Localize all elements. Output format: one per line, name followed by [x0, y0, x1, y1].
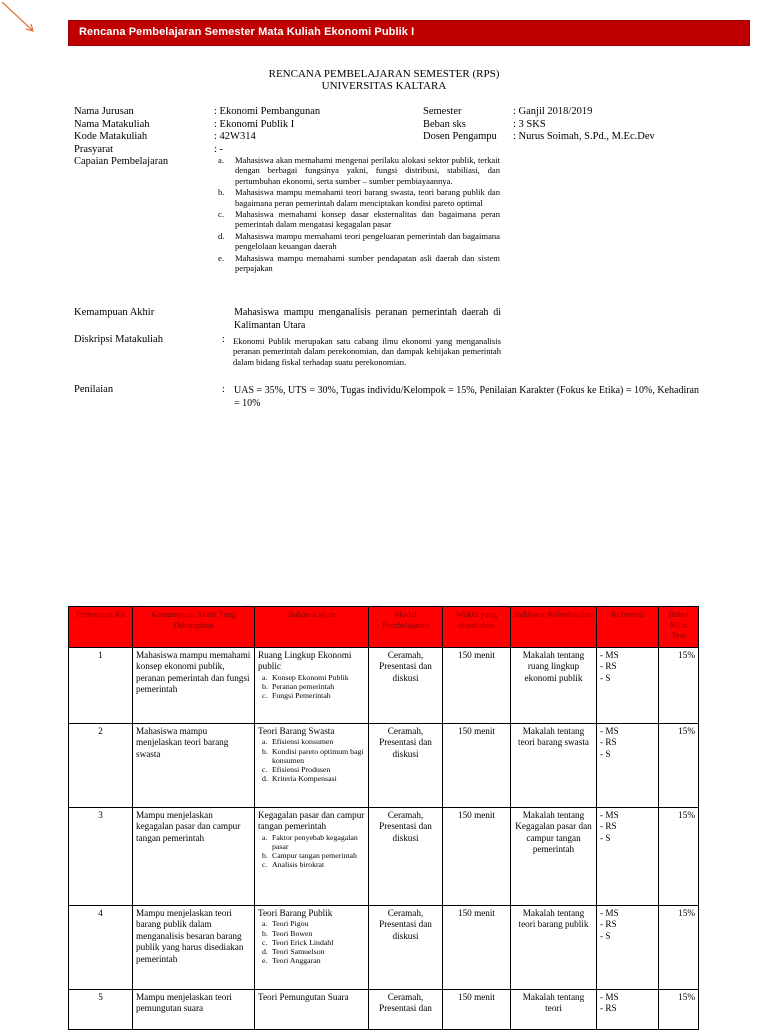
deskripsi-colon: :: [222, 334, 225, 345]
cell-indikator: Makalah tentang teori: [511, 990, 597, 1030]
item-marker: b.: [262, 682, 268, 692]
item-text: Teori Erick Lindahl: [272, 937, 334, 947]
label-kemampuan-akhir: Kemampuan Akhir: [74, 307, 155, 318]
capaian-item: [218, 231, 500, 252]
value-dosen-pengampu: : Nurus Soimah, S.Pd., M.Ec.Dev: [513, 131, 655, 142]
ref-item: - RS: [600, 919, 617, 930]
ref-item: - S: [600, 748, 611, 759]
kajian-item: [258, 673, 365, 682]
item-text: Konsep Ekonomi Publik: [272, 672, 349, 682]
value-nama-matakuliah: : Ekonomi Publik I: [214, 118, 295, 130]
label-semester: Semester: [423, 106, 462, 117]
item-marker: e.: [262, 956, 268, 966]
item-text: Campur tangan pemerintah: [272, 851, 357, 861]
value-beban-sks: : 3 SKS: [513, 118, 546, 130]
value-semester: : Ganjil 2018/2019: [513, 106, 593, 117]
item-marker: e.: [218, 252, 224, 263]
kajian-list: [258, 673, 365, 701]
ref-item: - MS: [600, 810, 619, 820]
cell-waktu: 150 menit: [443, 648, 511, 724]
kajian-item: [258, 947, 365, 956]
item-marker: b.: [262, 746, 268, 756]
kajian-item: [258, 938, 365, 947]
penilaian-colon: :: [222, 384, 225, 395]
cell-model: Ceramah, Presentasi dan diskusi: [369, 724, 443, 808]
item-marker: d.: [218, 230, 225, 241]
ref-item: - S: [600, 930, 611, 941]
ref-item: - MS: [600, 650, 619, 660]
item-marker: a.: [262, 919, 268, 929]
value-prasyarat: : -: [214, 143, 224, 155]
item-text: Mahasiswa mampu memahami teori pengeluaran pemerintah dan bagaimana pengelolaan keuangan daerah: [235, 230, 500, 252]
cell-referensi: [597, 808, 659, 906]
table-row: [69, 808, 699, 906]
header-bahan-kajian: Bahan Kajian: [255, 607, 369, 648]
cell-bobot: 15%: [659, 808, 699, 906]
cell-referensi: [597, 724, 659, 808]
cell-kemampuan: Mampu menjelaskan teori pemungutan suara: [133, 990, 255, 1030]
capaian-item: [218, 155, 500, 186]
table-row: [69, 648, 699, 724]
cell-kemampuan: Mahasiswa mampu memahami konsep ekonomi publik, peranan pemerintah dan fungsi pemerintah: [133, 648, 255, 724]
header-referensi: Referensi: [597, 607, 659, 648]
cell-waktu: 150 menit: [443, 906, 511, 990]
item-marker: c.: [262, 860, 268, 870]
header-bobot: Bobot Nilai Test: [659, 607, 699, 648]
ref-item: - RS: [600, 661, 617, 672]
ref-item: - RS: [600, 1003, 617, 1014]
item-text: Kondisi pareto optimum bagi konsumen: [272, 746, 364, 765]
cell-bahan-kajian: [255, 906, 369, 990]
deskripsi-text: Ekonomi Publik merupakan satu cabang ilmu ekonomi yang menganalisis peranan pemerintah dalam perekonomian, dan dampak kebijakan pemerintah dalam bidang fiskal terhadap suatu perekonomian.: [233, 336, 501, 367]
ref-item: - RS: [600, 737, 617, 748]
document-title: RENCANA PEMBELAJARAN SEMESTER (RPS): [268, 68, 500, 80]
item-text: Teori Samuelson: [272, 947, 325, 957]
kajian-title: Kegagalan pasar dan campur tangan pemerintah: [258, 810, 365, 832]
document-subtitle: UNIVERSITAS KALTARA: [321, 80, 447, 92]
item-marker: d.: [262, 774, 268, 784]
header-pertemuan: Pertemuan Ke: [69, 607, 133, 648]
kajian-list: [258, 833, 365, 870]
item-marker: c.: [218, 209, 224, 220]
kajian-item: [258, 774, 365, 783]
header-indikator: Indikator Keberhasilan: [511, 607, 597, 648]
cell-pertemuan: 3: [69, 808, 133, 906]
item-marker: a.: [262, 737, 268, 747]
kajian-item: [258, 737, 365, 746]
kemampuan-akhir-text: Mahasiswa mampu menganalisis peranan pemerintah daerah di Kalimantan Utara: [234, 307, 501, 331]
cell-waktu: 150 menit: [443, 990, 511, 1030]
cell-bahan-kajian: [255, 648, 369, 724]
cell-pertemuan: 4: [69, 906, 133, 990]
kajian-item: [258, 956, 365, 965]
cell-pertemuan: 1: [69, 648, 133, 724]
ref-item: - S: [600, 672, 611, 683]
ref-item: - RS: [600, 821, 617, 832]
item-text: Mahasiswa memahami konsep dasar eksternalitas dan bagaimana peran pemerintah dalam mengatasi kegagalan pasar: [235, 209, 500, 230]
label-capaian-pembelajaran: Capaian Pembelajaran: [74, 156, 169, 167]
header-kemampuan-akhir: Kemampuan Akhir Yang Diharapkan: [133, 607, 255, 648]
cell-indikator: Makalah tentang ruang lingkup ekonomi publik: [511, 648, 597, 724]
cell-kemampuan: Mampu menjelaskan teori barang publik dalam menganalisis besaran barang publik yang harus disediakan pemerintah: [133, 906, 255, 990]
label-beban-sks: Beban sks: [423, 118, 466, 130]
item-text: Peranan pemerintah: [272, 682, 335, 692]
cell-bahan-kajian: [255, 808, 369, 906]
item-marker: b.: [262, 928, 268, 938]
kajian-item: [258, 860, 365, 869]
item-text: Teori Anggaran: [272, 956, 321, 966]
kajian-title: Ruang Lingkup Ekonomi public: [258, 650, 352, 672]
value-kode-matakuliah: : 42W314: [214, 131, 256, 142]
cell-pertemuan: 2: [69, 724, 133, 808]
ref-item: - MS: [600, 908, 619, 918]
kajian-item: [258, 929, 365, 938]
kajian-item: [258, 919, 365, 928]
item-marker: b.: [262, 851, 268, 861]
cell-bobot: 15%: [659, 648, 699, 724]
label-dosen-pengampu: Dosen Pengampu: [423, 131, 497, 142]
penilaian-text: UAS = 35%, UTS = 30%, Tugas individu/Kelompok = 15%, Penilaian Karakter (Fokus ke Etika) = 10%, Kehadiran = 10%: [234, 385, 699, 409]
item-text: Teori Bowen: [272, 928, 313, 938]
cell-referensi: [597, 648, 659, 724]
kajian-item: [258, 765, 365, 774]
header-banner: [68, 20, 750, 46]
kajian-list: [258, 737, 365, 783]
cell-waktu: 150 menit: [443, 808, 511, 906]
cell-kemampuan: Mampu menjelaskan kegagalan pasar dan campur tangan pemerintah: [133, 808, 255, 906]
item-marker: c.: [262, 937, 268, 947]
item-text: Mahasiswa akan memahami mengenai perilaku alokasi sektor publik, terkait dengan berbagai fungsinya yakni, fungsi distribusi, stabiliasi, dan pertumbuhan ekonomi, serta sumber – sumber pembiayaannya.: [235, 155, 500, 186]
capaian-item: [218, 209, 500, 230]
cell-indikator: Makalah tentang teori barang publik: [511, 906, 597, 990]
item-marker: c.: [262, 765, 268, 775]
cell-referensi: [597, 906, 659, 990]
cell-model: Ceramah, Presentasi dan diskusi: [369, 808, 443, 906]
kajian-item: [258, 691, 365, 700]
item-text: Faktor penyebab kegagalan pasar: [272, 832, 358, 852]
capaian-item: [218, 253, 500, 274]
cell-model: Ceramah, Presentasi dan: [369, 990, 443, 1030]
banner-title: Rencana Pembelajaran Semester Mata Kuliah Ekonomi Publik I: [79, 26, 415, 38]
item-marker: b.: [218, 187, 225, 198]
cell-bobot: 15%: [659, 906, 699, 990]
capaian-item: [218, 187, 500, 208]
ref-item: - MS: [600, 726, 619, 736]
cell-indikator: Makalah tentang Kegagalan pasar dan campur tangan pemerintah: [511, 808, 597, 906]
header-model-pembelajaran: Model Pembelajaran: [369, 607, 443, 648]
rps-table: [68, 606, 699, 1030]
item-text: Analisis birokrat: [272, 860, 325, 870]
cell-bobot: 15%: [659, 724, 699, 808]
cell-bobot: 15%: [659, 990, 699, 1030]
value-nama-jurusan: : Ekonomi Pembangunan: [214, 106, 321, 117]
item-text: Teori Pigou: [272, 919, 309, 929]
item-marker: a.: [218, 155, 224, 165]
kajian-item: [258, 833, 365, 851]
capaian-list: [218, 155, 500, 274]
kajian-title: Teori Barang Publik: [258, 908, 333, 918]
label-nama-jurusan: Nama Jurusan: [74, 106, 134, 117]
table-row: [69, 724, 699, 808]
cell-bahan-kajian: [255, 724, 369, 808]
item-text: Efisiensi Produsen: [272, 765, 331, 775]
kajian-title: Teori Barang Swasta: [258, 726, 335, 736]
label-kode-matakuliah: Kode Matakuliah: [74, 131, 148, 142]
cell-model: Ceramah, Presentasi dan diskusi: [369, 648, 443, 724]
label-prasyarat: Prasyarat: [74, 143, 114, 155]
item-marker: a.: [262, 672, 268, 682]
header-waktu: Waktu yang disediakan: [443, 607, 511, 648]
label-penilaian: Penilaian: [74, 384, 114, 395]
kajian-item: [258, 851, 365, 860]
kajian-item: [258, 747, 365, 765]
cell-model: Ceramah, Presentasi dan diskusi: [369, 906, 443, 990]
item-text: Mahasiswa mampu memahami sumber pendapatan asli daerah dan sistem perpajakan: [235, 252, 500, 274]
ref-item: - S: [600, 832, 611, 843]
cell-pertemuan: 5: [69, 990, 133, 1030]
item-marker: d.: [262, 947, 268, 957]
label-nama-matakuliah: Nama Matakuliah: [74, 118, 150, 130]
item-marker: c.: [262, 691, 268, 701]
kajian-list: [258, 919, 365, 965]
item-marker: a.: [262, 832, 268, 842]
kajian-item: [258, 682, 365, 691]
table-row: [69, 906, 699, 990]
item-text: Mahasiswa mampu memahami teori barang swasta, teori barang publik dan bagaimana peran pemerintah dalam menciptakan kondisi pareto optimal: [235, 187, 500, 208]
label-diskripsi-matakuliah: Diskripsi Matakuliah: [74, 334, 163, 345]
item-text: Fungsi Pemerintah: [272, 691, 331, 701]
corner-arrow-icon: [0, 0, 40, 36]
cell-kemampuan: Mahasiswa mampu menjelaskan teori barang swasta: [133, 724, 255, 808]
kajian-title: Teori Pemungutan Suara: [258, 992, 349, 1002]
item-text: Kriteria Kompensasi: [272, 774, 337, 784]
item-text: Efisiensi konsumen: [272, 737, 334, 747]
cell-indikator: Makalah tentang teori barang swasta: [511, 724, 597, 808]
ref-item: - MS: [600, 992, 619, 1002]
cell-waktu: 150 menit: [443, 724, 511, 808]
table-header-row: [69, 607, 699, 648]
